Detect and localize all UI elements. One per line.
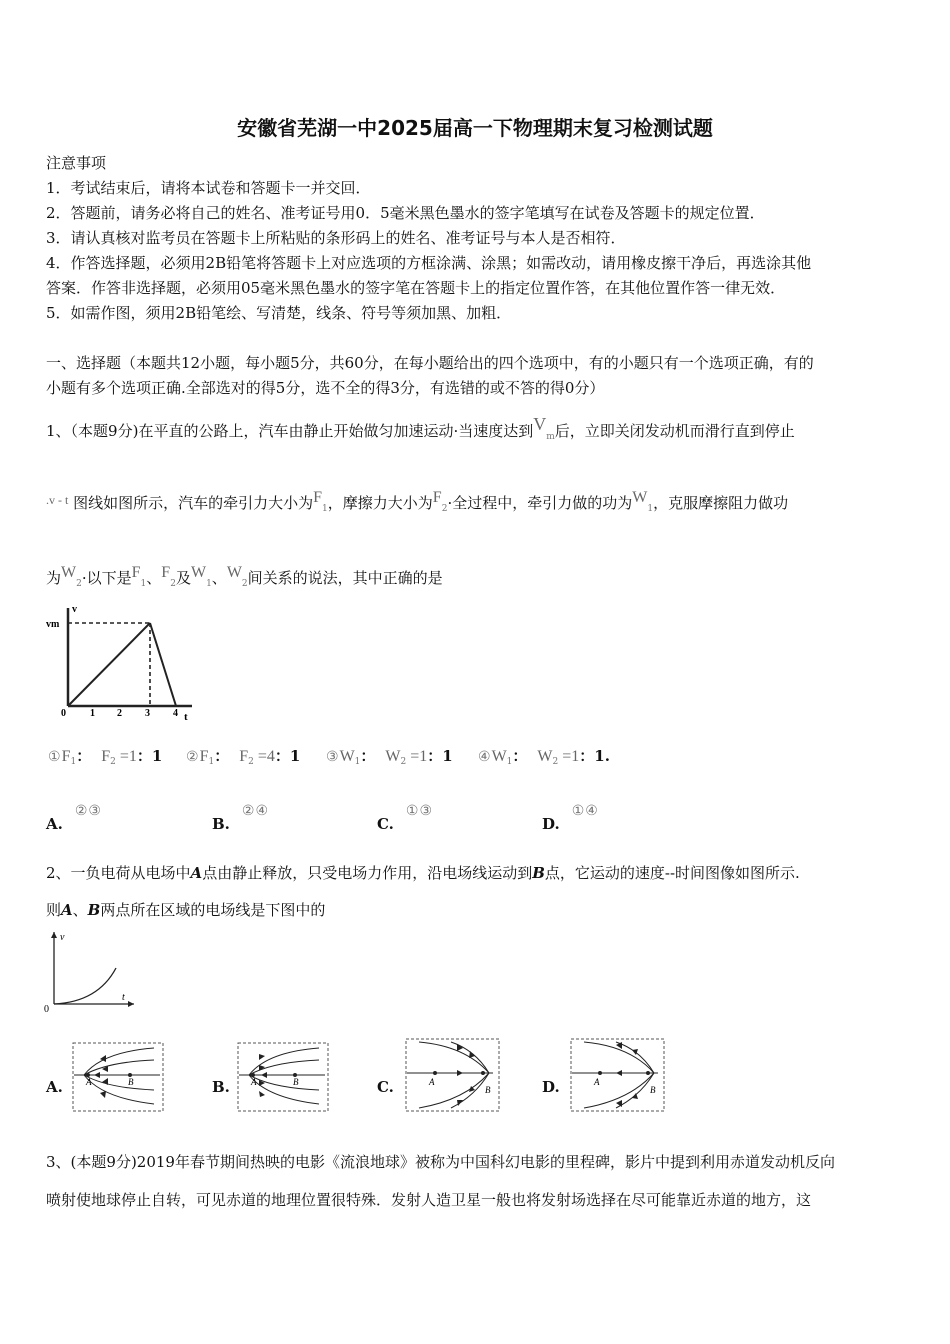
f1-subscript: 1 (322, 504, 328, 514)
q2-option-a[interactable] (46, 1078, 63, 1096)
notice-item: 3．请认真核对监考员在答题卡上所粘贴的条形码上的姓名、准考证号与本人是否相符． (46, 229, 626, 247)
notice-item: 答案．作答非选择题，必须用05毫米黑色墨水的签字笔在答题卡上的指定位置作答，在其他位置作答一律无效． (46, 279, 786, 297)
point-a: A (190, 864, 203, 882)
f2-symbol: F (432, 489, 442, 506)
tick-label: 1 (90, 708, 95, 719)
point-a-label: A (429, 1077, 435, 1087)
page-title: 安徽省芜湖一中2025届高一下物理期末复习检测试题 (237, 116, 713, 140)
q2-text-b: 点由静止释放，只受电场力作用，沿电场线运动到 (202, 864, 533, 882)
field-arrow (259, 1091, 265, 1097)
f1-subscript: 1 (140, 579, 147, 589)
subscript: 2 (552, 757, 559, 767)
option-label: B. (212, 1078, 230, 1096)
field-line (419, 1042, 489, 1073)
subscript: 2 (248, 757, 254, 767)
subscript: 2 (400, 757, 407, 767)
point-b-label: B (650, 1085, 656, 1095)
quantity: F (61, 748, 71, 765)
option-label: B. (212, 815, 230, 833)
point-a: A (61, 901, 73, 919)
section-heading-line2: 小题有多个选项正确.全部选对的得5分，选不全的得3分，有选错的或不答的得0分） (46, 379, 605, 397)
subscript: 1 (354, 757, 361, 767)
option-label: A. (46, 815, 63, 833)
tick-label: 4 (173, 708, 178, 719)
diagram-frame (406, 1039, 499, 1111)
q2-line2 (46, 899, 325, 920)
w2-subscript: 2 (241, 579, 248, 589)
statement-number: ③ (326, 749, 340, 765)
w2-subscript: 2 (76, 579, 82, 589)
q2-line1 (46, 862, 800, 883)
field-diagram-d (570, 1038, 665, 1112)
field-arrow (457, 1100, 463, 1106)
q1-line1 (46, 414, 795, 442)
field-diagram-b (237, 1042, 329, 1112)
notice-item: 1．考试结束后，请将本试卷和答题卡一并交回． (46, 179, 371, 197)
point-b-label: B (128, 1077, 134, 1087)
q1-option-c[interactable] (377, 803, 433, 833)
field-line (84, 1048, 154, 1075)
w1-subscript: 1 (206, 579, 212, 589)
vm-label: vm (46, 619, 60, 630)
q1-text-e: ·全过程中，牵引力做的功为 (447, 494, 633, 512)
field-line (84, 1060, 154, 1075)
field-arrow (457, 1044, 463, 1051)
w2-symbol: W (61, 564, 77, 581)
field-arrow (261, 1072, 267, 1078)
f2-symbol: F (161, 564, 171, 581)
ratio: =4 (257, 748, 275, 765)
point-b-dot (646, 1071, 650, 1075)
ratio: =1 (410, 748, 428, 765)
v-label: v (72, 604, 77, 615)
notice-item: 4．作答选择题，必须用2B铅笔将答题卡上对应选项的方框涂满、涂黑；如需改动，请用橡皮擦干净后，再选涂其他 (46, 254, 812, 272)
statement-number: ④ (478, 749, 492, 765)
statement-number: ① (48, 749, 62, 765)
subscript: 1 (506, 757, 513, 767)
statement-4 (478, 745, 610, 767)
v-axis-arrow (51, 932, 57, 938)
colon: ： (76, 747, 92, 765)
quantity: F (239, 748, 249, 765)
option-label: D. (542, 1078, 560, 1096)
statement-1 (48, 745, 162, 767)
field-arrow (616, 1070, 622, 1076)
notice-item: 5．如需作图，须用2B铅笔绘、写清楚，线条、符号等须加黑、加粗． (46, 304, 512, 322)
t-axis-arrow (128, 1001, 134, 1007)
field-arrow (100, 1091, 106, 1098)
q1-option-b[interactable] (212, 803, 269, 833)
q2-option-c[interactable] (377, 1078, 394, 1096)
point-b-label: B (485, 1085, 491, 1095)
q1-line3 (46, 564, 443, 589)
option-label: C. (377, 815, 394, 833)
f1-symbol: F (131, 564, 141, 581)
q2-text-d: 则 (46, 901, 62, 919)
accel-segment (68, 623, 150, 706)
quantity: F (199, 748, 209, 765)
f1-symbol: F (313, 489, 323, 506)
tick-label: 0 (61, 708, 66, 719)
field-line (249, 1048, 319, 1075)
ratio: =1 (119, 748, 137, 765)
w2-symbol: W (226, 564, 242, 581)
point-b-label: B (293, 1077, 299, 1087)
subscript: 1 (208, 757, 215, 767)
option-value: ①③ (405, 803, 434, 819)
notice-item: 2．答题前，请务必将自己的姓名、准考证号用0．5毫米黑色墨水的签字笔填写在试卷及答题卡的规定位置． (46, 204, 765, 222)
field-arrow (94, 1072, 100, 1078)
vt-graph (44, 602, 199, 724)
field-arrow (632, 1049, 638, 1055)
q1-sep2: 、 (211, 569, 227, 587)
q2-vt-graph (38, 928, 138, 1016)
field-line (84, 1075, 154, 1090)
q1-option-a[interactable] (46, 803, 102, 833)
q1-text-d: ，摩擦力大小为 (327, 494, 433, 512)
point-a-label: A (86, 1077, 92, 1087)
field-diagram-a (72, 1042, 164, 1112)
point-a-label: A (594, 1077, 600, 1087)
vm-symbol: V (533, 414, 547, 434)
tick-label: 2 (117, 708, 122, 719)
w1-symbol: W (190, 564, 207, 581)
option-value: ②③ (74, 803, 102, 819)
q2-text-e: 两点所在区域的电场线是下图中的 (100, 901, 326, 919)
q1-text-h: ·以下是 (81, 569, 132, 587)
v-label: v (60, 932, 65, 943)
quantity: F (101, 748, 111, 765)
field-arrow (457, 1070, 463, 1076)
t-label: t (184, 711, 188, 723)
option-value: ②④ (241, 803, 270, 819)
point-b: B (532, 864, 545, 882)
origin-label: 0 (44, 1004, 49, 1015)
statement-number: ② (186, 749, 200, 765)
option-label: C. (377, 1078, 394, 1096)
diagram-frame (571, 1039, 664, 1111)
point-b-dot (481, 1071, 485, 1075)
q2-sep: 、 (72, 901, 88, 919)
tick-label: 3 (145, 708, 150, 719)
q1-text-a: 1、（本题9分)在平直的公路上，汽车由静止开始做匀加速运动·当速度达到 (46, 422, 534, 440)
subscript: 1 (70, 757, 77, 767)
w1-symbol: W (632, 489, 648, 506)
q1-option-d[interactable] (542, 803, 599, 833)
field-arrow (259, 1054, 265, 1060)
ratio-tail: ：1. (579, 747, 610, 765)
colon: ： (512, 747, 528, 765)
f2-subscript: 2 (441, 504, 448, 514)
q1-text-g: 为 (46, 569, 62, 587)
q3-line2: 喷射使地球停止自转，可见赤道的地理位置很特殊．发射人造卫星一般也将发射场选择在尽可能靠近赤道的地方，这 (46, 1191, 812, 1209)
q3-line1: 3、(本题9分)2019年春节期间热映的电影《流浪地球》被称为中国科幻电影的里程碑，影片中提到利用赤道发动机反向 (46, 1153, 835, 1171)
ratio-tail: ：1 (427, 747, 453, 765)
q1-text-i: 间关系的说法，其中正确的是 (247, 569, 443, 587)
quantity: W (339, 748, 355, 765)
field-arrow (102, 1078, 108, 1085)
colon: ： (214, 747, 230, 765)
point-a-dot (433, 1071, 437, 1075)
point-b: B (87, 901, 101, 919)
subscript: 2 (110, 757, 116, 767)
option-label: D. (542, 815, 560, 833)
w1-subscript: 1 (647, 504, 654, 514)
quantity: W (537, 748, 553, 765)
q1-sep1: 、 (146, 569, 162, 587)
point-a-label: A (251, 1077, 257, 1087)
quantity: W (385, 748, 401, 765)
field-diagram-c (405, 1038, 500, 1112)
notice-heading: 注意事项 (46, 154, 107, 172)
colon: ： (360, 747, 376, 765)
option-value: ①④ (571, 803, 599, 819)
q1-text-b: 后，立即关闭发动机而滑行直到停止 (554, 422, 795, 440)
quantity: W (491, 748, 507, 765)
q2-option-d[interactable] (542, 1078, 560, 1096)
q1-text-c: 图线如图所示，汽车的牵引力大小为 (73, 494, 314, 512)
decel-segment (150, 623, 176, 706)
statement-2 (186, 745, 300, 767)
q1-line2 (46, 489, 788, 514)
vt-symbol: .v - t (46, 493, 69, 507)
q1-and: 及 (175, 569, 191, 587)
section-heading-line1: 一、选择题（本题共12小题，每小题5分，共60分，在每小题给出的四个选项中，有的小题只有一个选项正确，有的 (46, 354, 814, 372)
ratio-tail: ：1 (274, 747, 301, 765)
statement-3 (326, 745, 453, 767)
option-label: A. (46, 1078, 63, 1096)
t-label: t (122, 992, 125, 1003)
q2-text-a: 2、一负电荷从电场中 (46, 864, 191, 882)
point-a-dot (598, 1071, 602, 1075)
q1-text-f: ，克服摩擦阻力做功 (653, 494, 789, 512)
f2-subscript: 2 (170, 579, 176, 589)
q2-text-c: 点，它运动的速度--时间图像如图所示. (544, 864, 800, 882)
ratio-tail: ：1 (136, 747, 163, 765)
velocity-curve (54, 968, 116, 1004)
vm-subscript: m (546, 432, 555, 442)
q2-option-b[interactable] (212, 1078, 230, 1096)
ratio: =1 (562, 748, 580, 765)
